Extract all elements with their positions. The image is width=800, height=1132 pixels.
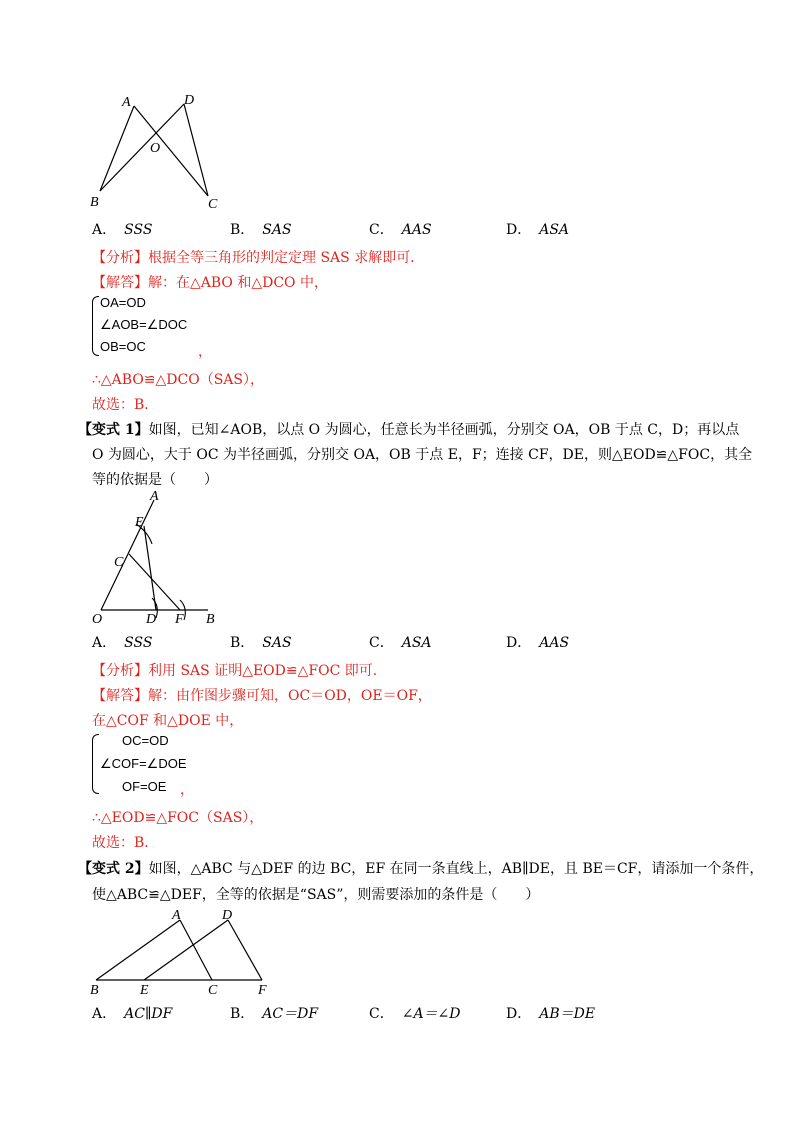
figure-1-bowtie: [80, 88, 240, 216]
q1-option-b[interactable]: B． SAS: [230, 635, 292, 651]
q2-option-a[interactable]: A． AC∥DF: [92, 1006, 173, 1022]
figure-3-triangles: [84, 904, 284, 996]
q0-answer: 【解答】解：在△ABO 和△DCO 中，: [92, 275, 328, 291]
label-b: B: [90, 195, 99, 210]
q1-eq-2: ∠COF=∠DOE: [100, 756, 187, 771]
segment-ab: [96, 920, 180, 980]
q1-in-line: 在△COF 和△DOE 中，: [92, 713, 244, 729]
label-e: E: [140, 983, 149, 996]
q0-analysis: 【分析】根据全等三角形的判定定理 SAS 求解即可．: [92, 250, 425, 266]
q0-eq-3: OB=OC: [100, 339, 146, 354]
label-c: C: [208, 983, 218, 996]
q2-text-line-2: 使△ABC≌△DEF，全等的依据是“SAS”，则需要添加的条件是（ ）: [92, 887, 540, 903]
q1-answer: 【解答】解：由作图步骤可知，OC＝OD，OE＝OF，: [92, 688, 432, 704]
q0-option-c[interactable]: C． AAS: [369, 222, 432, 238]
q1-option-a[interactable]: A． SSS: [92, 635, 153, 651]
q1-option-d[interactable]: D． AAS: [506, 635, 570, 651]
q1-brace: [92, 734, 99, 794]
q1-eq-3: OF=OE: [122, 779, 167, 794]
q1-choice: 故选：B．: [92, 835, 159, 851]
q0-conclusion: ∴△ABO≌△DCO（SAS），: [92, 372, 265, 388]
q1-text-line-2: O 为圆心，大于 OC 为半径画弧，分别交 OA，OB 于点 E，F；连接 CF，DE，则△EOD≌△FOC，其全: [92, 447, 753, 463]
segment-db: [100, 104, 184, 191]
label-c: C: [208, 197, 218, 212]
q0-option-d[interactable]: D． ASA: [506, 222, 570, 238]
q2-option-d[interactable]: D． AB＝DE: [506, 1006, 596, 1022]
q0-eq-2: ∠AOB=∠DOC: [100, 317, 188, 332]
q2-option-c[interactable]: C． ∠A＝∠D: [369, 1006, 461, 1022]
label-f: F: [258, 983, 267, 996]
label-a: A: [172, 908, 181, 923]
segment-ab: [100, 106, 134, 191]
segment-ac: [180, 920, 212, 980]
figure-2-arcs: [84, 488, 234, 628]
q1-text-line-3: 等的依据是（ ）: [92, 472, 218, 488]
q1-eq-1: OC=OD: [122, 733, 169, 748]
q2-option-b[interactable]: B． AC＝DF: [230, 1006, 319, 1022]
q0-brace: [92, 296, 99, 356]
label-f: F: [175, 612, 184, 627]
label-e: E: [135, 515, 144, 530]
label-d: D: [222, 908, 233, 923]
q0-option-b[interactable]: B． SAS: [230, 222, 292, 238]
label-o: O: [92, 612, 103, 627]
ray-oa: [101, 500, 154, 610]
label-a: A: [122, 95, 131, 110]
label-b: B: [206, 612, 215, 627]
q1-eq-tail: ，: [180, 782, 194, 798]
q1-conclusion: ∴△EOD≌△FOC（SAS），: [92, 810, 264, 826]
q1-option-c[interactable]: C． ASA: [369, 635, 432, 651]
segment-df: [228, 920, 262, 980]
q0-choice: 故选：B．: [92, 397, 159, 413]
segment-ac: [134, 106, 208, 196]
label-d: D: [184, 93, 195, 108]
q2-text-line-1: 【变式 2】如图，△ABC 与△DEF 的边 BC，EF 在同一条直线上，AB∥DE，且 BE＝CF，请添加一个条件，: [78, 861, 764, 877]
label-b: B: [90, 983, 99, 996]
q1-analysis: 【分析】利用 SAS 证明△EOD≌△FOC 即可．: [92, 663, 387, 679]
label-a: A: [150, 489, 159, 504]
q1-text-line-1: 【变式 1】如图，已知∠AOB，以点 O 为圆心，任意长为半径画弧，分别交 OA，OB 于点 C，D；再以点: [78, 422, 740, 438]
label-c: C: [114, 555, 124, 570]
q0-eq-1: OA=OD: [100, 295, 146, 310]
segment-de: [144, 920, 228, 980]
q0-option-a[interactable]: A． SSS: [92, 222, 153, 238]
q0-eq-tail: ，: [198, 344, 212, 360]
label-d: D: [146, 612, 157, 627]
label-o: O: [150, 141, 161, 156]
